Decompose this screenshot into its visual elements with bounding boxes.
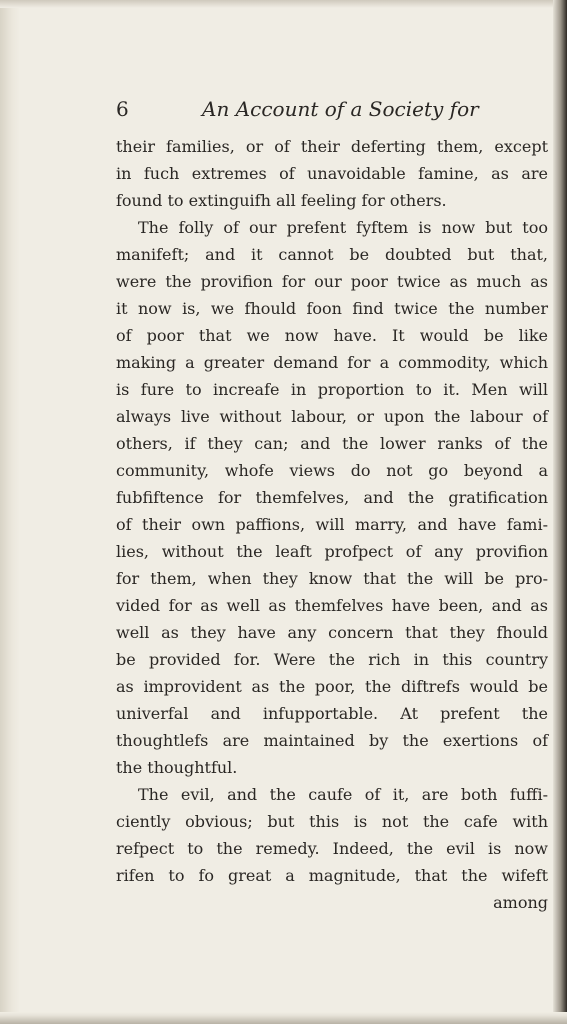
page-number: 6 [116,97,129,121]
paragraph-start-line: The evil, and the caufe of it, are both fuffi- [138,785,548,804]
text-line: is fure to increafe in proportion to it. Men will [116,380,548,399]
paragraph-start-line: The folly of our prefent fyftem is now but too [138,218,548,237]
text-line: refpect to the remedy. Indeed, the evil is now [116,839,548,858]
text-line: their families, or of their deferting them, except [116,137,548,156]
body-text [116,133,548,916]
text-line: in fuch extremes of unavoidable famine, as are [116,164,548,183]
text-line: of their own paffions, will marry, and have fami- [116,515,548,534]
page-header [116,97,556,127]
text-line: univerfal and infupportable. At prefent the [116,704,548,723]
text-line: rifen to fo great a magnitude, that the wifeft [116,866,548,885]
text-line: making a greater demand for a commodity, which [116,353,548,372]
text-line: be provided for. Were the rich in this country [116,650,548,669]
page-gutter [0,0,20,1024]
text-line: found to extinguifh all feeling for others. [116,191,447,210]
text-line: always live without labour, or upon the labour of [116,407,548,426]
text-line: community, whofe views do not go beyond a [116,461,548,480]
text-line: well as they have any concern that they fhould [116,623,548,642]
text-line: thoughtlefs are maintained by the exertions of [116,731,548,750]
text-line: vided for as well as themfelves have been, and as [116,596,548,615]
text-line: manifeft; and it cannot be doubted but that, [116,245,548,264]
text-line: were the provifion for our poor twice as much as [116,272,548,291]
text-line: ciently obvious; but this is not the cafe with [116,812,548,831]
text-line: as improvident as the poor, the diftrefs would be [116,677,548,696]
text-line: others, if they can; and the lower ranks of the [116,434,548,453]
text-line: it now is, we fhould foon find twice the number [116,299,548,318]
running-head: An Account of a Society for [202,97,479,121]
catchword: among [493,893,548,912]
page-top-edge [0,0,567,8]
page-bottom-edge [0,1012,567,1024]
text-line: of poor that we now have. It would be like [116,326,548,345]
page-fore-edge [553,0,567,1024]
text-line: fubfiftence for themfelves, and the gratification [116,488,548,507]
text-line: for them, when they know that the will be pro- [116,569,548,588]
text-line: the thoughtful. [116,758,238,777]
text-line: lies, without the leaft profpect of any provifion [116,542,548,561]
